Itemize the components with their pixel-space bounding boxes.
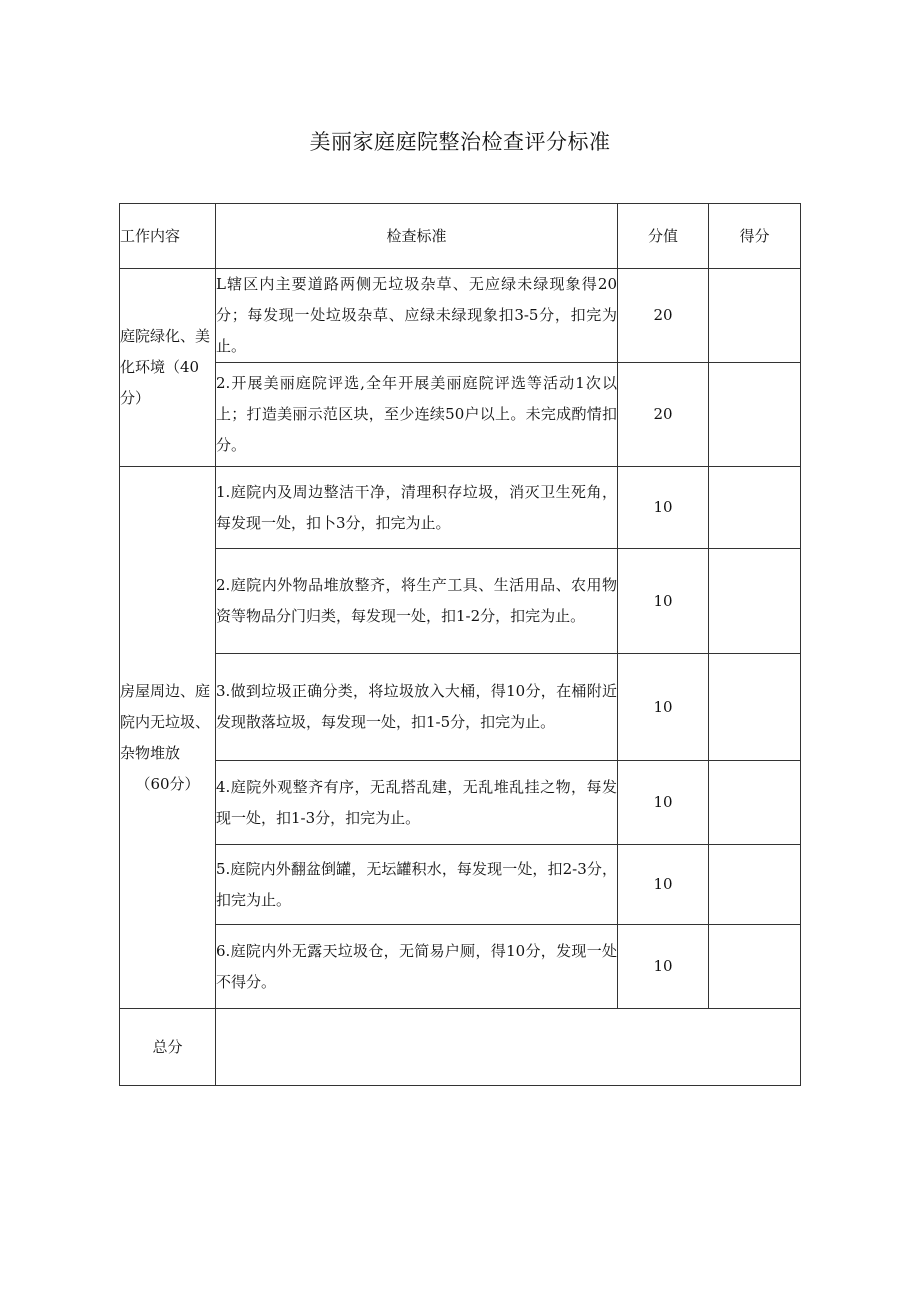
score-value-cell: 10 (618, 761, 709, 845)
criteria-cell: 3.做到垃圾正确分类，将垃圾放入大桶，得10分，在桶附近发现散落垃圾，每发现一处，扣1-5分，扣完为止。 (216, 654, 618, 761)
total-label: 总分 (120, 1009, 216, 1086)
criteria-cell: 2.开展美丽庭院评选,全年开展美丽庭院评选等活动1次以上；打造美丽示范区块，至少连续50户以上。未完成酌情扣分。 (216, 363, 618, 467)
header-obtained-score: 得分 (709, 204, 801, 269)
criteria-cell: 1.庭院内及周边整洁干净，清理积存垃圾，消灭卫生死角，每发现一处，扣卜3分，扣完为止。 (216, 467, 618, 549)
table-row (120, 363, 801, 467)
obtained-score-cell[interactable] (709, 269, 801, 363)
criteria-cell: 6.庭院内外无露天垃圾仓，无简易户厕，得10分，发现一处不得分。 (216, 925, 618, 1009)
obtained-score-cell[interactable] (709, 467, 801, 549)
criteria-cell: L辖区内主要道路两侧无垃圾杂草、无应绿未绿现象得20分；每发现一处垃圾杂草、应绿未绿现象扣3-5分，扣完为止。 (216, 269, 618, 363)
category-cell-greening (120, 269, 216, 467)
obtained-score-cell[interactable] (709, 925, 801, 1009)
table-row (120, 467, 801, 549)
category-label: 房屋周边、庭院内无垃圾、杂物堆放 (120, 681, 211, 762)
table-row (120, 269, 801, 363)
category-points: （60分） (135, 774, 200, 793)
total-score-cell[interactable] (216, 1009, 801, 1086)
table-row (120, 845, 801, 925)
obtained-score-cell[interactable] (709, 549, 801, 654)
header-criteria: 检查标准 (216, 204, 618, 269)
criteria-cell: 5.庭院内外翻盆倒罐，无坛罐积水，每发现一处，扣2-3分，扣完为止。 (216, 845, 618, 925)
header-row (120, 204, 801, 269)
score-value-cell: 20 (618, 269, 709, 363)
category-cell-clutter (120, 467, 216, 1009)
page-title: 美丽家庭庭院整治检查评分标准 (309, 130, 611, 154)
criteria-cell: 4.庭院外观整齐有序，无乱搭乱建，无乱堆乱挂之物，每发现一处，扣1-3分，扣完为止。 (216, 761, 618, 845)
table-row (120, 549, 801, 654)
score-value-cell: 10 (618, 549, 709, 654)
table-row (120, 925, 801, 1009)
score-value-cell: 10 (618, 467, 709, 549)
category-label: 庭院绿化、美化环境（40分） (120, 327, 211, 407)
table-row (120, 761, 801, 845)
obtained-score-cell[interactable] (709, 654, 801, 761)
score-value-cell: 20 (618, 363, 709, 467)
score-value-cell: 10 (618, 925, 709, 1009)
total-row (120, 1009, 801, 1086)
obtained-score-cell[interactable] (709, 845, 801, 925)
header-work-content: 工作内容 (120, 204, 216, 269)
obtained-score-cell[interactable] (709, 761, 801, 845)
score-value-cell: 10 (618, 654, 709, 761)
table-row (120, 654, 801, 761)
obtained-score-cell[interactable] (709, 363, 801, 467)
scoring-table (119, 203, 801, 1086)
criteria-cell: 2.庭院内外物品堆放整齐，将生产工具、生活用品、农用物资等物品分门归类，每发现一处，扣1-2分，扣完为止。 (216, 549, 618, 654)
score-value-cell: 10 (618, 845, 709, 925)
header-score-value: 分值 (618, 204, 709, 269)
